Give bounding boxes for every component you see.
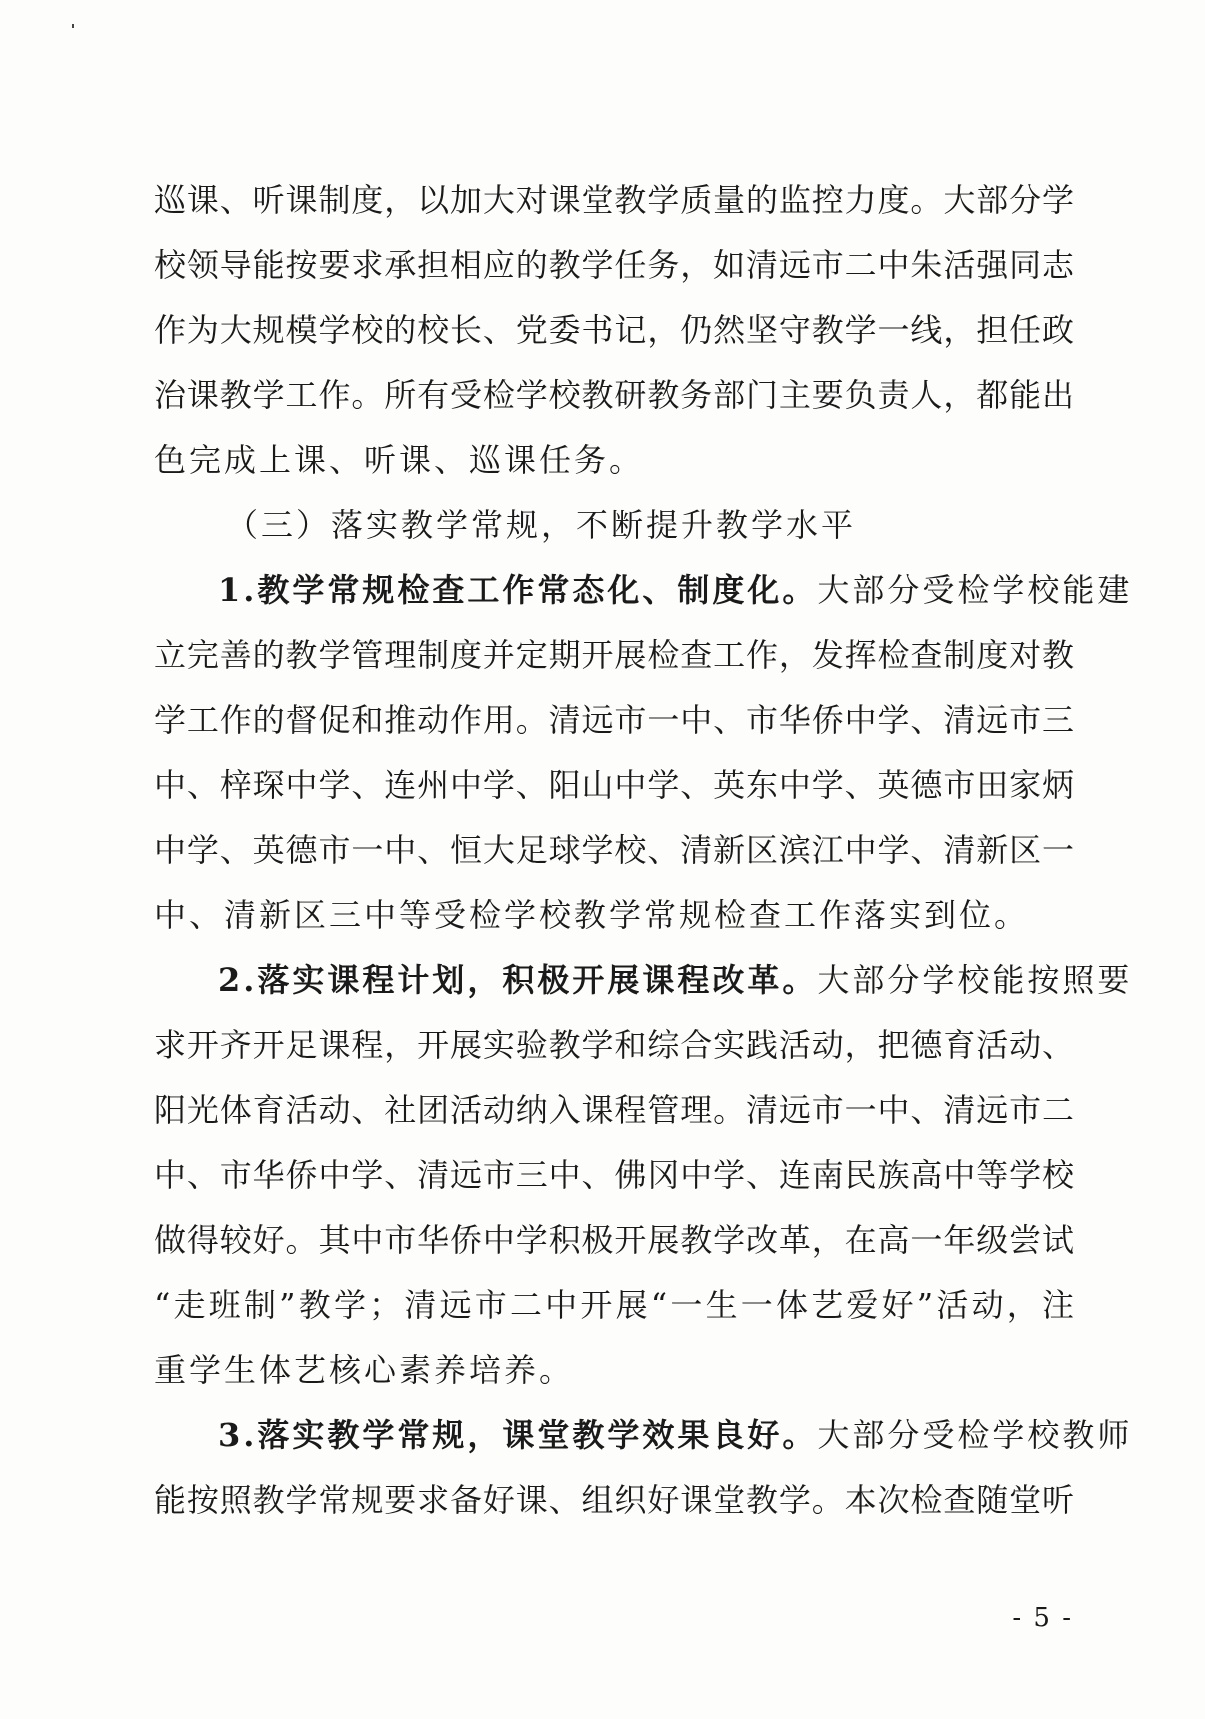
text-line: 求开齐开足课程，开展实验教学和综合实践活动，把德育活动、 [154,1026,1074,1064]
item-lead: 2.落实课程计划，积极开展课程改革。 [218,961,818,999]
text-line: 中、市华侨中学、清远市三中、佛冈中学、连南民族高中等学校 [154,1156,1074,1194]
text-line: 学工作的督促和推动作用。清远市一中、市华侨中学、清远市三 [154,701,1074,739]
item-lead: 3.落实教学常规，课堂教学效果良好。 [218,1416,818,1454]
text-line: 色完成上课、听课、巡课任务。 [154,441,645,479]
text-line: 阳光体育活动、社团活动纳入课程管理。清远市一中、清远市二 [154,1091,1074,1129]
text-line: 做得较好。其中市华侨中学积极开展教学改革，在高一年级尝试 [154,1221,1074,1259]
item-text: 大部分受检学校教师 [817,1416,1133,1454]
paragraph-item-1 [154,558,1133,948]
item-lead: 1.教学常规检查工作常态化、制度化。 [218,571,818,609]
text-line: 巡课、听课制度，以加大对课堂教学质量的监控力度。大部分学 [154,181,1074,219]
item-text: 大部分受检学校能建 [817,571,1133,609]
section-heading: （三）落实教学常规，不断提升教学水平 [226,506,857,544]
text-line: 立完善的教学管理制度并定期开展检查工作，发挥检查制度对教 [154,636,1074,674]
text-line [154,948,1133,1013]
text-line [154,1403,1133,1468]
text-line: 重学生体艺核心素养培养。 [154,1351,575,1389]
text-line: 中、清新区三中等受检学校教学常规检查工作落实到位。 [154,896,1030,934]
text-line [154,558,1133,623]
item-text: 大部分学校能按照要 [817,961,1133,999]
paragraph-supervision [154,168,1074,493]
text-line: 作为大规模学校的校长、党委书记，仍然坚守教学一线，担任政 [154,311,1074,349]
page-number: - 5 - [1012,1603,1073,1633]
text-line: 中、梓琛中学、连州中学、阳山中学、英东中学、英德市田家炳 [154,766,1074,804]
paragraph-item-2 [154,948,1133,1403]
scan-speck [72,24,74,28]
text-line: “走班制”教学；清远市二中开展“一生一体艺爱好”活动，注 [154,1286,1074,1324]
paragraph-item-3 [154,1403,1133,1533]
text-line: 校领导能按要求承担相应的教学任务，如清远市二中朱活强同志 [154,246,1074,284]
text-line: 中学、英德市一中、恒大足球学校、清新区滨江中学、清新区一 [154,831,1074,869]
document-body [154,168,1133,1533]
text-line: 能按照教学常规要求备好课、组织好课堂教学。本次检查随堂听 [154,1481,1074,1519]
text-line: 治课教学工作。所有受检学校教研教务部门主要负责人，都能出 [154,376,1074,414]
